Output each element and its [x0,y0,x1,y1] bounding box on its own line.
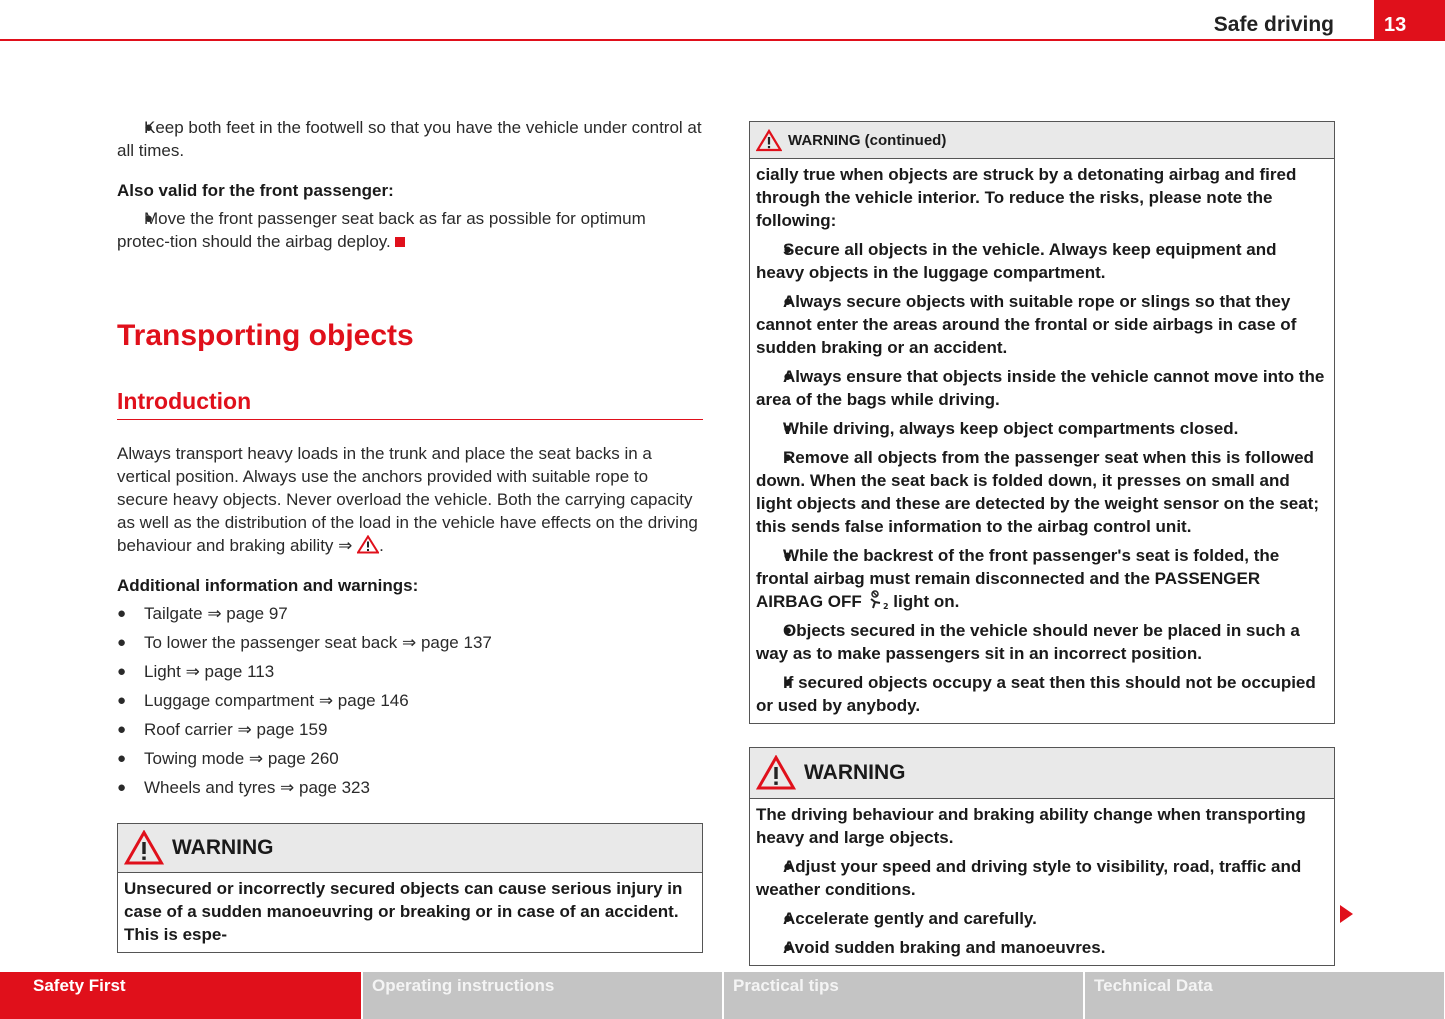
warn-bullet-rope: ● Always secure objects with suitable rope or slings so that they cannot enter the areas around the frontal or side airbags in case of sudden braking or an accident. [756,290,1328,359]
end-mark-icon [395,237,405,247]
warning2-intro: The driving behaviour and braking ability change when transporting heavy and large objects. [756,805,1306,847]
warning-triangle-icon[interactable] [357,535,379,554]
bullet-seat [117,207,703,253]
warning2-body [750,799,1334,965]
footer-nav [0,972,1445,1019]
page-header-title: Safe driving [1213,13,1334,36]
warning-triangle-icon [124,830,164,866]
bullet-feet: ● Keep both feet in the footwell so that you have the vehicle under control at all times. [117,116,703,162]
ref-luggage-compartment[interactable]: ● Luggage compartment ⇒ page 146 [117,689,703,712]
warn2-bullet-accelerate: ● Accelerate gently and carefully. [756,907,1328,930]
subsection-title: Introduction [117,388,703,420]
warning2-header [750,748,1334,799]
warn-bullet-area: ● Always ensure that objects inside the vehicle cannot move into the area of the bags while driving. [756,365,1328,411]
svg-text:2: 2 [882,602,889,610]
intro-text: Always transport heavy loads in the trunk and place the seat backs in a vertical position. Always use the anchors provided with suitable rope to secure heavy objects. Never overload the vehicle. Both the carrying capacity as well as the distribution of the load in the vehicle have effects on the driving behaviour and braking ability ⇒ . [117,444,698,555]
warning-continued-header [750,122,1334,159]
warn-bullet-secure: ● Secure all objects in the vehicle. Always keep equipment and heavy objects in the luggage compartment. [756,238,1328,284]
warn2-bullet-braking: ● Avoid sudden braking and manoeuvres. [756,936,1328,959]
airbag-off-text-end: light on. [893,592,960,611]
right-column [749,121,1335,966]
warning-text: Unsecured or incorrectly secured objects can cause serious injury in case of a sudden manoeuvring or breaking or in case of an accident. This is espe- [124,879,683,944]
warning-continued-title: WARNING (continued) [788,131,947,149]
airbag-off-icon [867,590,889,610]
warning-continued-body [750,159,1334,723]
ref-towing-mode[interactable]: ● Towing mode ⇒ page 260 [117,747,703,770]
warning2-title: WARNING [804,761,906,784]
tab-operating-instructions[interactable]: Operating instructions [361,972,722,1019]
ref-light[interactable]: ● Light ⇒ page 113 [117,660,703,683]
warning-box-right [749,747,1335,966]
header-rule [0,39,1445,41]
tab-safety-first[interactable]: Safety First [0,972,361,1019]
ref-tailgate[interactable]: ● Tailgate ⇒ page 97 [117,602,703,625]
bullet-seat-text: Move the front passenger seat back as far as possible for optimum protec-tion should the airbag deploy. [117,209,646,251]
warning-header [118,824,702,873]
page-number: 13 [1374,0,1445,41]
tab-practical-tips[interactable]: Practical tips [722,972,1083,1019]
warn-bullet-occupied-seat: ● If secured objects occupy a seat then this should not be occupied or used by anybody. [756,671,1328,717]
ref-passenger-seat-back[interactable]: ● To lower the passenger seat back ⇒ page 137 [117,631,703,654]
warning-box-left [117,823,703,953]
left-column [117,116,703,953]
warn2-bullet-speed: ● Adjust your speed and driving style to visibility, road, traffic and weather conditions. [756,855,1328,901]
ref-wheels-tyres[interactable]: ● Wheels and tyres ⇒ page 323 [117,776,703,799]
next-page-arrow-icon[interactable] [1340,905,1353,923]
section-title: Transporting objects [117,319,414,352]
warn-bullet-airbag-off [756,544,1328,613]
ref-roof-carrier[interactable]: ● Roof carrier ⇒ page 159 [117,718,703,741]
warn-bullet-compartments: ● While driving, always keep object compartments closed. [756,417,1328,440]
warning-triangle-icon [756,755,796,791]
airbag-off-text: While the backrest of the front passenger's seat is folded, the frontal airbag must remain disconnected and the PASSENGER AIRBAG OFF [756,546,1280,611]
front-passenger-label: Also valid for the front passenger: [117,181,394,200]
warning-continued-box [749,121,1335,724]
warn-bullet-incorrect-position: ● Objects secured in the vehicle should never be placed in such a way as to make passengers sit in an incorrect position. [756,619,1328,665]
warning-triangle-icon [756,129,782,152]
tab-technical-data[interactable]: Technical Data [1083,972,1444,1019]
additional-info-label: Additional information and warnings: [117,576,419,595]
reference-list [117,602,703,799]
warn-bullet-passenger-seat: ● Remove all objects from the passenger seat when this is followed down. When the seat back is folded down, it presses on small and light objects and these are detected by the weight sensor on the seat; this sends false information to the airbag control unit. [756,446,1328,538]
warning-continued-intro: cially true when objects are struck by a detonating airbag and fired through the vehicle interior. To reduce the risks, please note the following: [756,165,1297,230]
intro-text-body: Always transport heavy loads in the trunk and place the seat backs in a vertical position. Always use the anchors provided with suitable rope to secure heavy objects. Never overload the vehicle. Both the carrying capacity as well as the distribution of the load in the vehicle have effects on the driving behaviour and braking ability ⇒ [117,444,698,555]
warning-title: WARNING [172,836,274,859]
